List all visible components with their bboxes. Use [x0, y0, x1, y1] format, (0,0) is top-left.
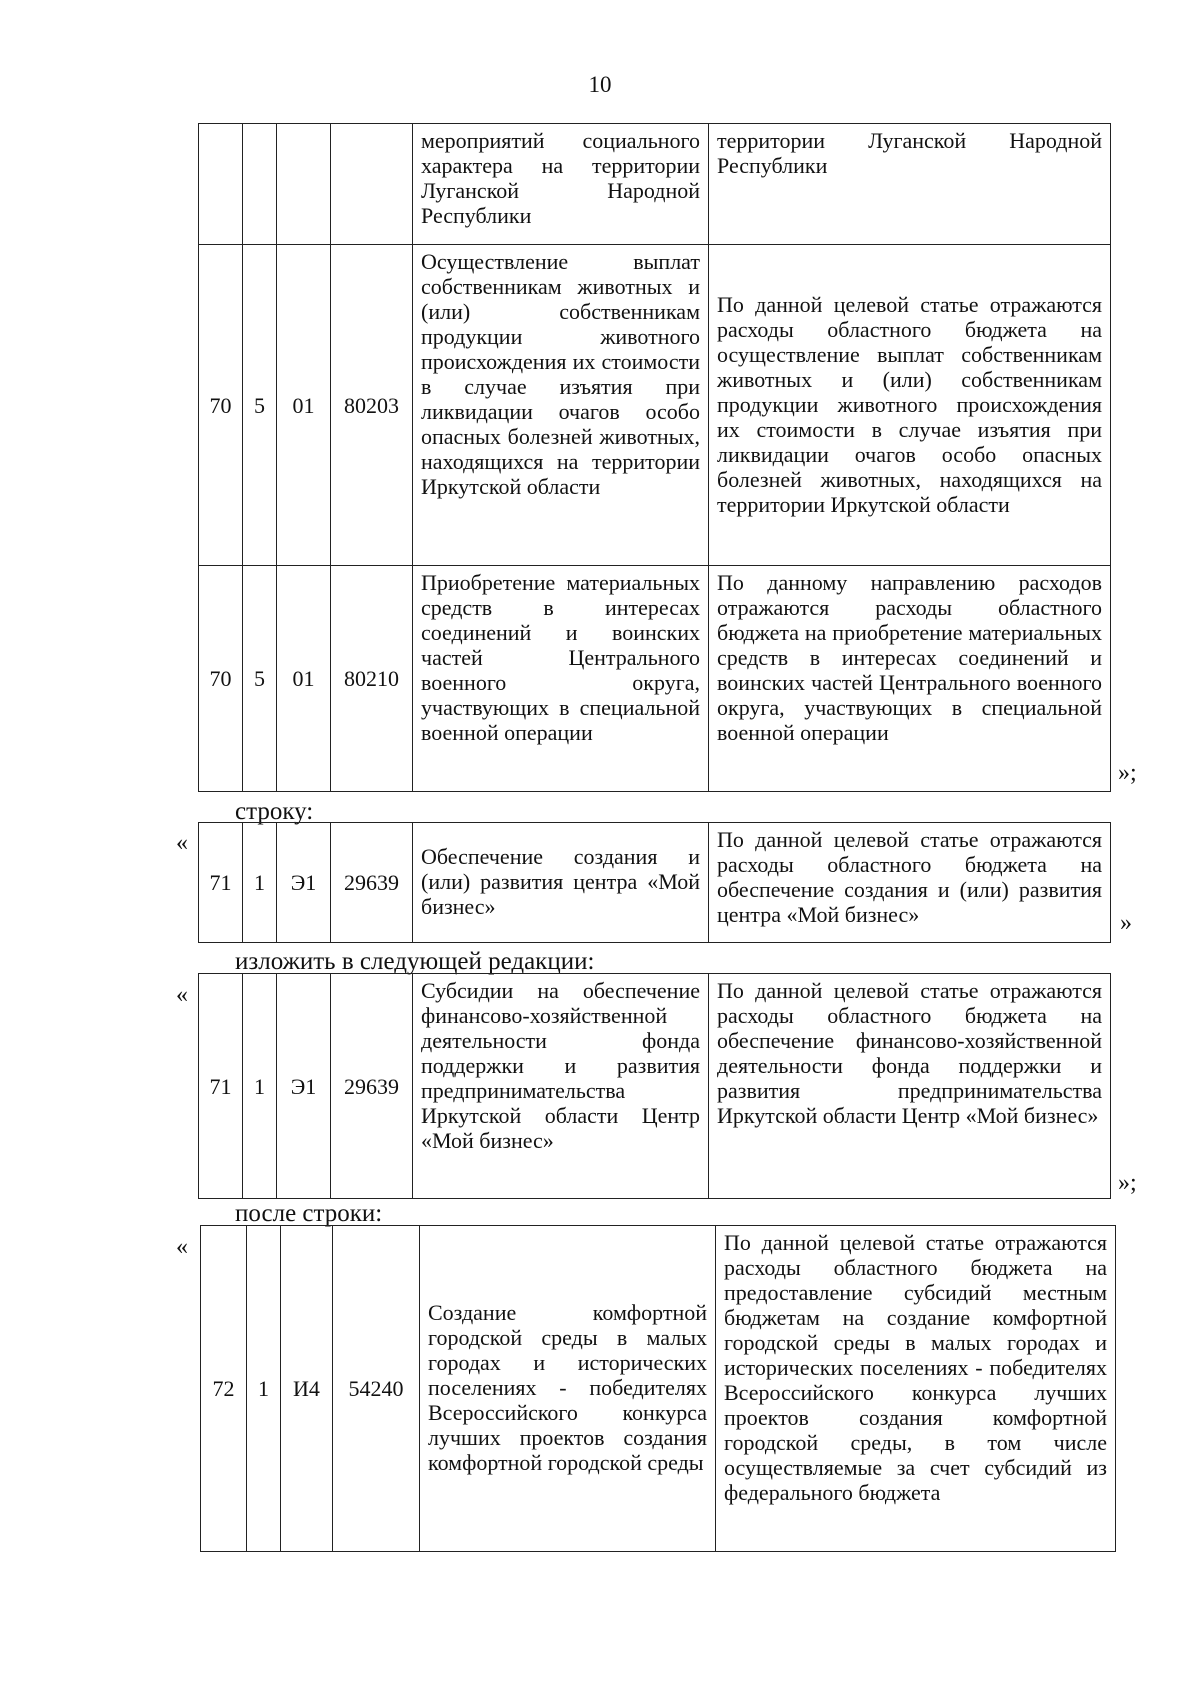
cell-code-4: 54240: [333, 1226, 420, 1552]
cell-code-3: [277, 124, 331, 245]
table-block-continuation: [198, 123, 1111, 792]
cell-code-2: [243, 124, 277, 245]
table-block-row: [198, 822, 1111, 943]
closing-quote: »: [1120, 910, 1132, 936]
cell-code-1: 72: [201, 1226, 247, 1552]
opening-quote: «: [176, 1234, 188, 1260]
table-row: [199, 124, 1111, 245]
cell-code-1: 71: [199, 823, 243, 943]
cell-description: По данной целевой статье отражаются расходы областного бюджета на обеспечение создания и (или) развития центра «Мой бизнес»: [709, 823, 1111, 943]
section-label-row: строку:: [235, 798, 314, 825]
section-label-after-row: после строки:: [235, 1200, 383, 1227]
cell-code-3: Э1: [277, 974, 331, 1199]
table-block-replacement: [198, 973, 1111, 1199]
section-label-replace: изложить в следующей редакции:: [235, 948, 595, 975]
cell-name: Субсидии на обеспечение финансово-хозяйственной деятельности фонда поддержки и развития предпринимательства Иркутской области Центр «Мой бизнес»: [413, 974, 709, 1199]
cell-name: Создание комфортной городской среды в малых городах и исторических поселениях - победителях Всероссийского конкурса лучших проектов создания комфортной городской среды: [420, 1226, 716, 1552]
budget-table: [198, 822, 1111, 943]
cell-code-4: 80203: [331, 245, 413, 566]
cell-code-4: 29639: [331, 823, 413, 943]
cell-code-4: 80210: [331, 566, 413, 792]
opening-quote: «: [176, 982, 188, 1008]
cell-name: Обеспечение создания и (или) развития центра «Мой бизнес»: [413, 823, 709, 943]
closing-quote: »;: [1118, 1170, 1137, 1196]
budget-table: [198, 123, 1111, 792]
cell-description: По данной целевой статье отражаются расходы областного бюджета на осуществление выплат собственникам животных и (или) собственникам продукции животного происхождения их стоимости в случае изъятия при ликвидации очагов особо опасных болезней животных, находящихся на территории Иркутской области: [709, 245, 1111, 566]
table-row: [199, 974, 1111, 1199]
cell-code-1: [199, 124, 243, 245]
cell-name: мероприятий социального характера на территории Луганской Народной Республики: [413, 124, 709, 245]
cell-code-1: 70: [199, 245, 243, 566]
cell-code-1: 71: [199, 974, 243, 1199]
table-block-insert: [200, 1225, 1116, 1552]
budget-table: [198, 973, 1111, 1199]
cell-code-1: 70: [199, 566, 243, 792]
table-row: [199, 823, 1111, 943]
page-number: 10: [588, 72, 612, 97]
table-row: [199, 245, 1111, 566]
cell-description: По данному направлению расходов отражаются расходы областного бюджета на приобретение материальных средств в интересах соединений и воинских частей Центрального военного округа, участвующих в специальной военной операции: [709, 566, 1111, 792]
cell-code-4: [331, 124, 413, 245]
table-row: [199, 566, 1111, 792]
cell-code-2: 1: [247, 1226, 281, 1552]
cell-code-2: 1: [243, 823, 277, 943]
cell-code-2: 5: [243, 245, 277, 566]
cell-code-3: Э1: [277, 823, 331, 943]
cell-code-3: 01: [277, 245, 331, 566]
cell-description: территории Луганской Народной Республики: [709, 124, 1111, 245]
cell-description: По данной целевой статье отражаются расходы областного бюджета на предоставление субсидий местным бюджетам на создание комфортной городской среды в малых городах и исторических поселениях - победителях Всероссийского конкурса лучших проектов создания комфортной городской среды, в том числе осуществляемые за счет субсидий из федерального бюджета: [716, 1226, 1116, 1552]
opening-quote: «: [176, 830, 188, 856]
cell-code-2: 1: [243, 974, 277, 1199]
cell-name: Осуществление выплат собственникам животных и (или) собственникам продукции животного происхождения их стоимости в случае изъятия при ликвидации очагов особо опасных болезней животных, находящихся на территории Иркутской области: [413, 245, 709, 566]
cell-code-3: 01: [277, 566, 331, 792]
closing-quote: »;: [1118, 760, 1137, 786]
cell-description: По данной целевой статье отражаются расходы областного бюджета на обеспечение финансово-хозяйственной деятельности фонда поддержки и развития предпринимательства Иркутской области Центр «Мой бизнес»: [709, 974, 1111, 1199]
budget-table: [200, 1225, 1116, 1552]
cell-code-4: 29639: [331, 974, 413, 1199]
table-row: [201, 1226, 1116, 1552]
cell-code-2: 5: [243, 566, 277, 792]
cell-name: Приобретение материальных средств в интересах соединений и воинских частей Центрального военного округа, участвующих в специальной военной операции: [413, 566, 709, 792]
cell-code-3: И4: [281, 1226, 333, 1552]
